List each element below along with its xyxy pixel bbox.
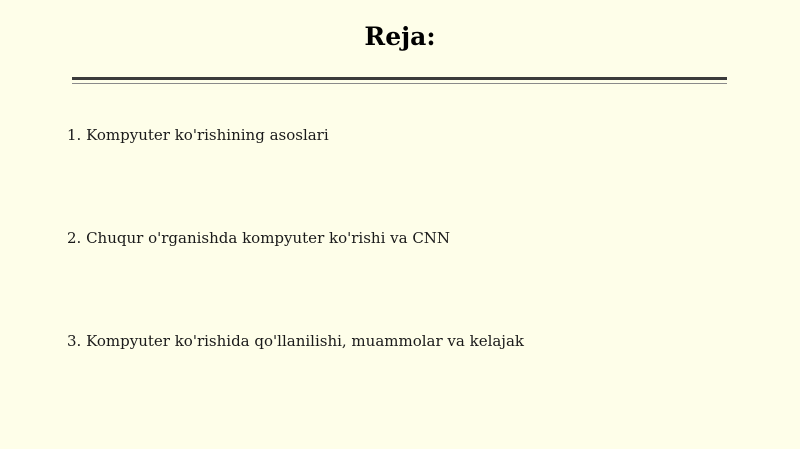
plan-item-2: 2. Chuqur o'rganishda kompyuter ko'rishi va CNN <box>67 229 451 247</box>
slide-title: Reja: <box>364 22 436 51</box>
title-divider <box>72 77 727 84</box>
plan-item-3: 3. Kompyuter ko'rishida qo'llanilishi, muammolar va kelajak <box>67 332 524 350</box>
plan-item-1: 1. Kompyuter ko'rishining asoslari <box>67 126 329 144</box>
divider-thin-line <box>72 83 727 84</box>
divider-thick-line <box>72 77 727 80</box>
